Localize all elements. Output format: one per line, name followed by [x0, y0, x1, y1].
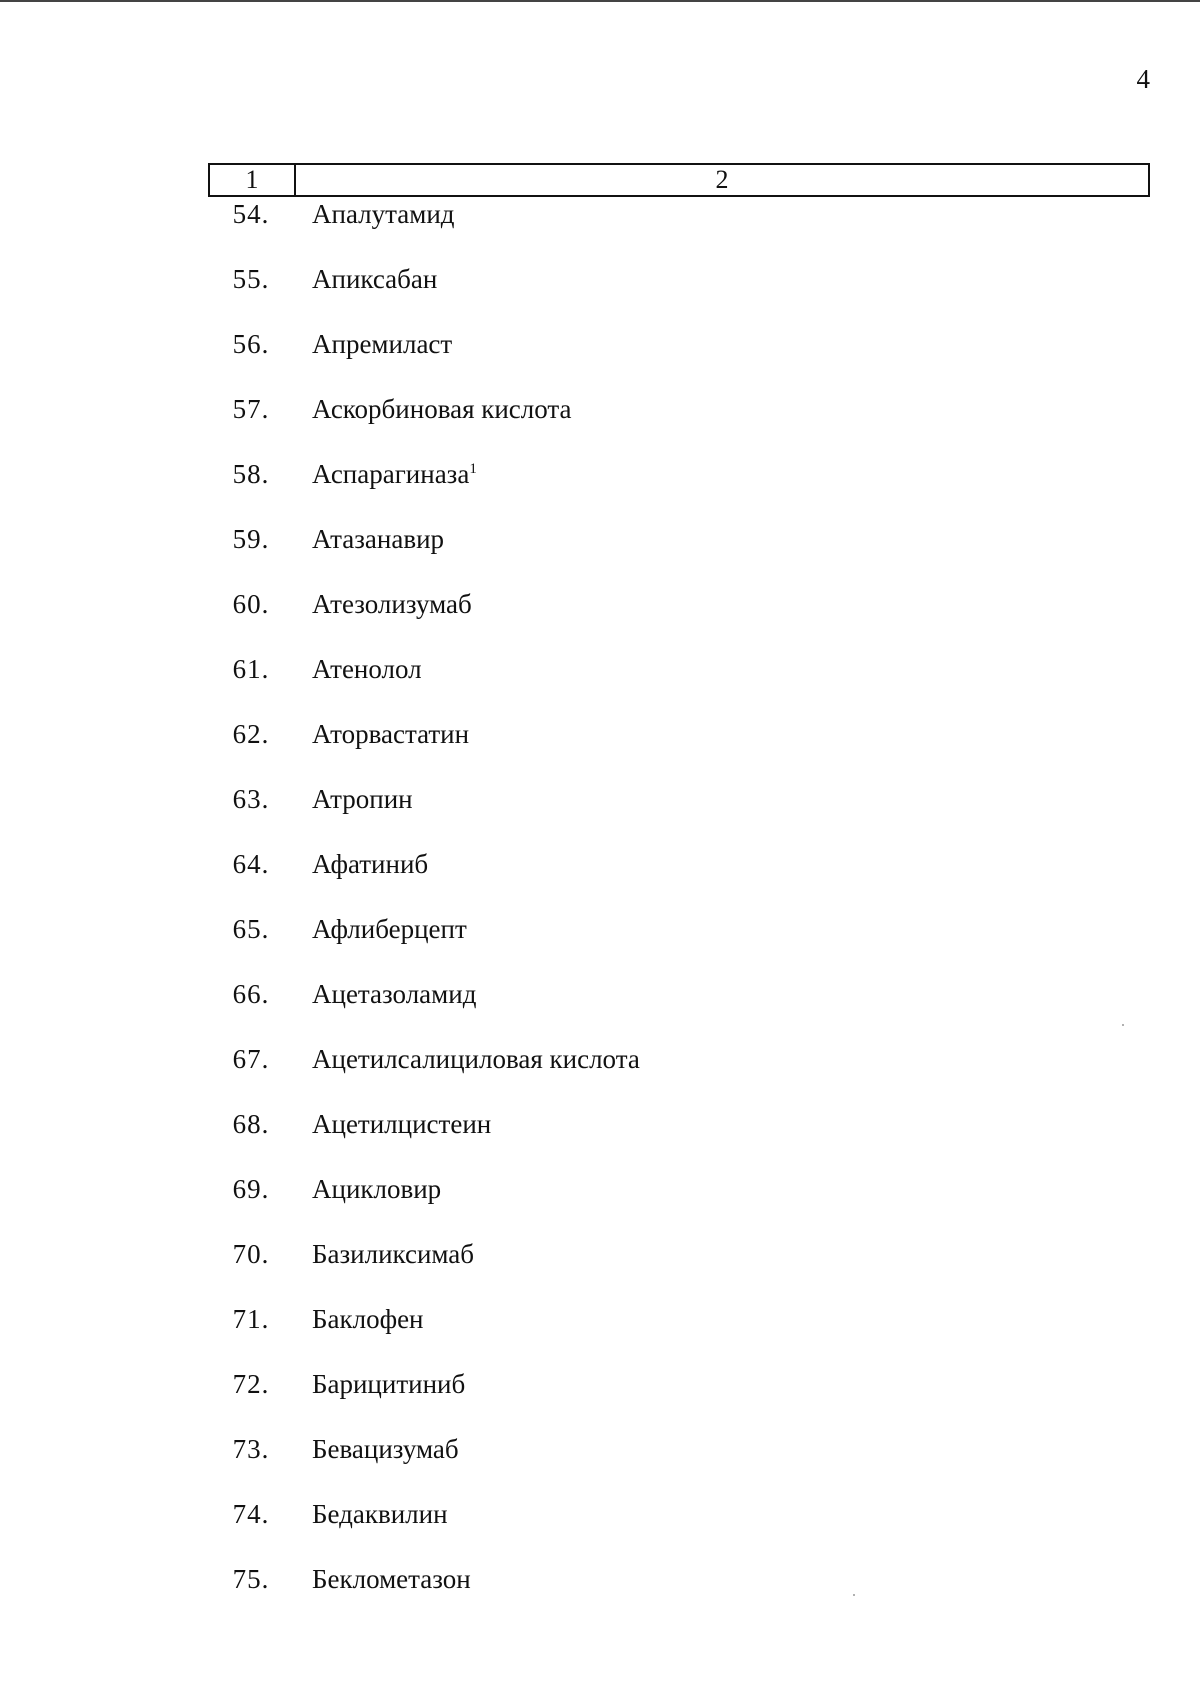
drug-name: [294, 979, 476, 1010]
drug-list: [208, 199, 1150, 1629]
scan-speck: [1122, 1024, 1124, 1026]
drug-name: [294, 1499, 448, 1530]
drug-name-text: Атезолизумаб: [312, 589, 472, 619]
drug-name: [294, 914, 467, 945]
drug-name-text: Атропин: [312, 784, 413, 814]
drug-name-text: Аскорбиновая кислота: [312, 394, 572, 424]
row-number: 70.: [232, 1239, 270, 1269]
row-number: 62.: [232, 719, 270, 749]
row-number: 67.: [232, 1044, 270, 1074]
table-row: [208, 459, 1150, 524]
drug-name-text: Бедаквилин: [312, 1499, 448, 1529]
row-number: 56.: [232, 329, 270, 359]
drug-name-text: Апалутамид: [312, 199, 455, 229]
table-row: [208, 914, 1150, 979]
drug-name-text: Ацетилцистеин: [312, 1109, 492, 1139]
drug-name-text: Апремиласт: [312, 329, 453, 359]
row-number: 60.: [232, 589, 270, 619]
drug-name: [294, 1564, 471, 1595]
table-row: [208, 199, 1150, 264]
table-header-col2: 2: [715, 165, 729, 194]
row-number: 71.: [232, 1304, 270, 1334]
row-number: 65.: [232, 914, 270, 944]
drug-name-text: Баклофен: [312, 1304, 424, 1334]
footnote-marker: 1: [469, 461, 477, 477]
row-number: 58.: [232, 459, 270, 489]
table-row: [208, 654, 1150, 719]
drug-name-text: Барицитиниб: [312, 1369, 466, 1399]
table-row: [208, 979, 1150, 1044]
drug-name: [294, 1434, 459, 1465]
drug-name: [294, 784, 413, 815]
drug-name-text: Атенолол: [312, 654, 422, 684]
drug-name: [294, 719, 469, 750]
table-row: [208, 1109, 1150, 1174]
drug-name: [294, 1369, 465, 1400]
drug-name: [294, 459, 477, 490]
drug-name-text: Афлиберцепт: [312, 914, 467, 944]
drug-name-text: Аспарагиназа: [312, 459, 470, 489]
table-row: [208, 1239, 1150, 1304]
drug-name: [294, 1044, 640, 1075]
scan-top-edge: [0, 0, 1200, 2]
table-row: [208, 264, 1150, 329]
drug-name-text: Беклометазон: [312, 1564, 471, 1594]
table-row: [208, 1044, 1150, 1109]
table-row: [208, 1564, 1150, 1629]
drug-name-text: Ацетилсалициловая кислота: [312, 1044, 640, 1074]
table-row: [208, 849, 1150, 914]
drug-name-text: Ацикловир: [312, 1174, 442, 1204]
table-row: [208, 719, 1150, 784]
table-row: [208, 1174, 1150, 1239]
table-row: [208, 589, 1150, 654]
drug-name: [294, 394, 572, 425]
table-row: [208, 784, 1150, 849]
row-number: 72.: [232, 1369, 270, 1399]
page-number: 4: [1136, 64, 1150, 94]
drug-name-text: Афатиниб: [312, 849, 429, 879]
row-number: 69.: [232, 1174, 270, 1204]
row-number: 68.: [232, 1109, 270, 1139]
drug-name: [294, 1239, 474, 1270]
drug-name: [294, 264, 437, 295]
drug-name: [294, 589, 472, 620]
drug-name-text: Базиликсимаб: [312, 1239, 475, 1269]
row-number: 54.: [232, 199, 270, 229]
drug-name-text: Ацетазоламид: [312, 979, 477, 1009]
row-number: 66.: [232, 979, 270, 1009]
drug-name: [294, 524, 444, 555]
table-header: [208, 163, 1150, 197]
drug-name: [294, 654, 422, 685]
row-number: 59.: [232, 524, 270, 554]
table-row: [208, 1304, 1150, 1369]
table-row: [208, 1369, 1150, 1434]
row-number: 63.: [232, 784, 270, 814]
row-number: 55.: [232, 264, 270, 294]
row-number: 73.: [232, 1434, 270, 1464]
drug-name-text: Апиксабан: [312, 264, 438, 294]
drug-name: [294, 1174, 441, 1205]
row-number: 57.: [232, 394, 270, 424]
drug-name: [294, 1304, 424, 1335]
table-row: [208, 524, 1150, 589]
table-header-col1: 1: [210, 165, 296, 195]
row-number: 61.: [232, 654, 270, 684]
drug-name: [294, 1109, 491, 1140]
drug-name-text: Аторвастатин: [312, 719, 470, 749]
drug-name-text: Атазанавир: [312, 524, 445, 554]
table-row: [208, 1434, 1150, 1499]
drug-name: [294, 329, 452, 360]
scan-speck: [853, 1594, 855, 1596]
table-row: [208, 394, 1150, 459]
drug-name-text: Бевацизумаб: [312, 1434, 459, 1464]
row-number: 64.: [232, 849, 270, 879]
drug-name: [294, 849, 428, 880]
row-number: 74.: [232, 1499, 270, 1529]
drug-name: [294, 199, 455, 230]
table-row: [208, 329, 1150, 394]
table-row: [208, 1499, 1150, 1564]
row-number: 75.: [232, 1564, 270, 1594]
